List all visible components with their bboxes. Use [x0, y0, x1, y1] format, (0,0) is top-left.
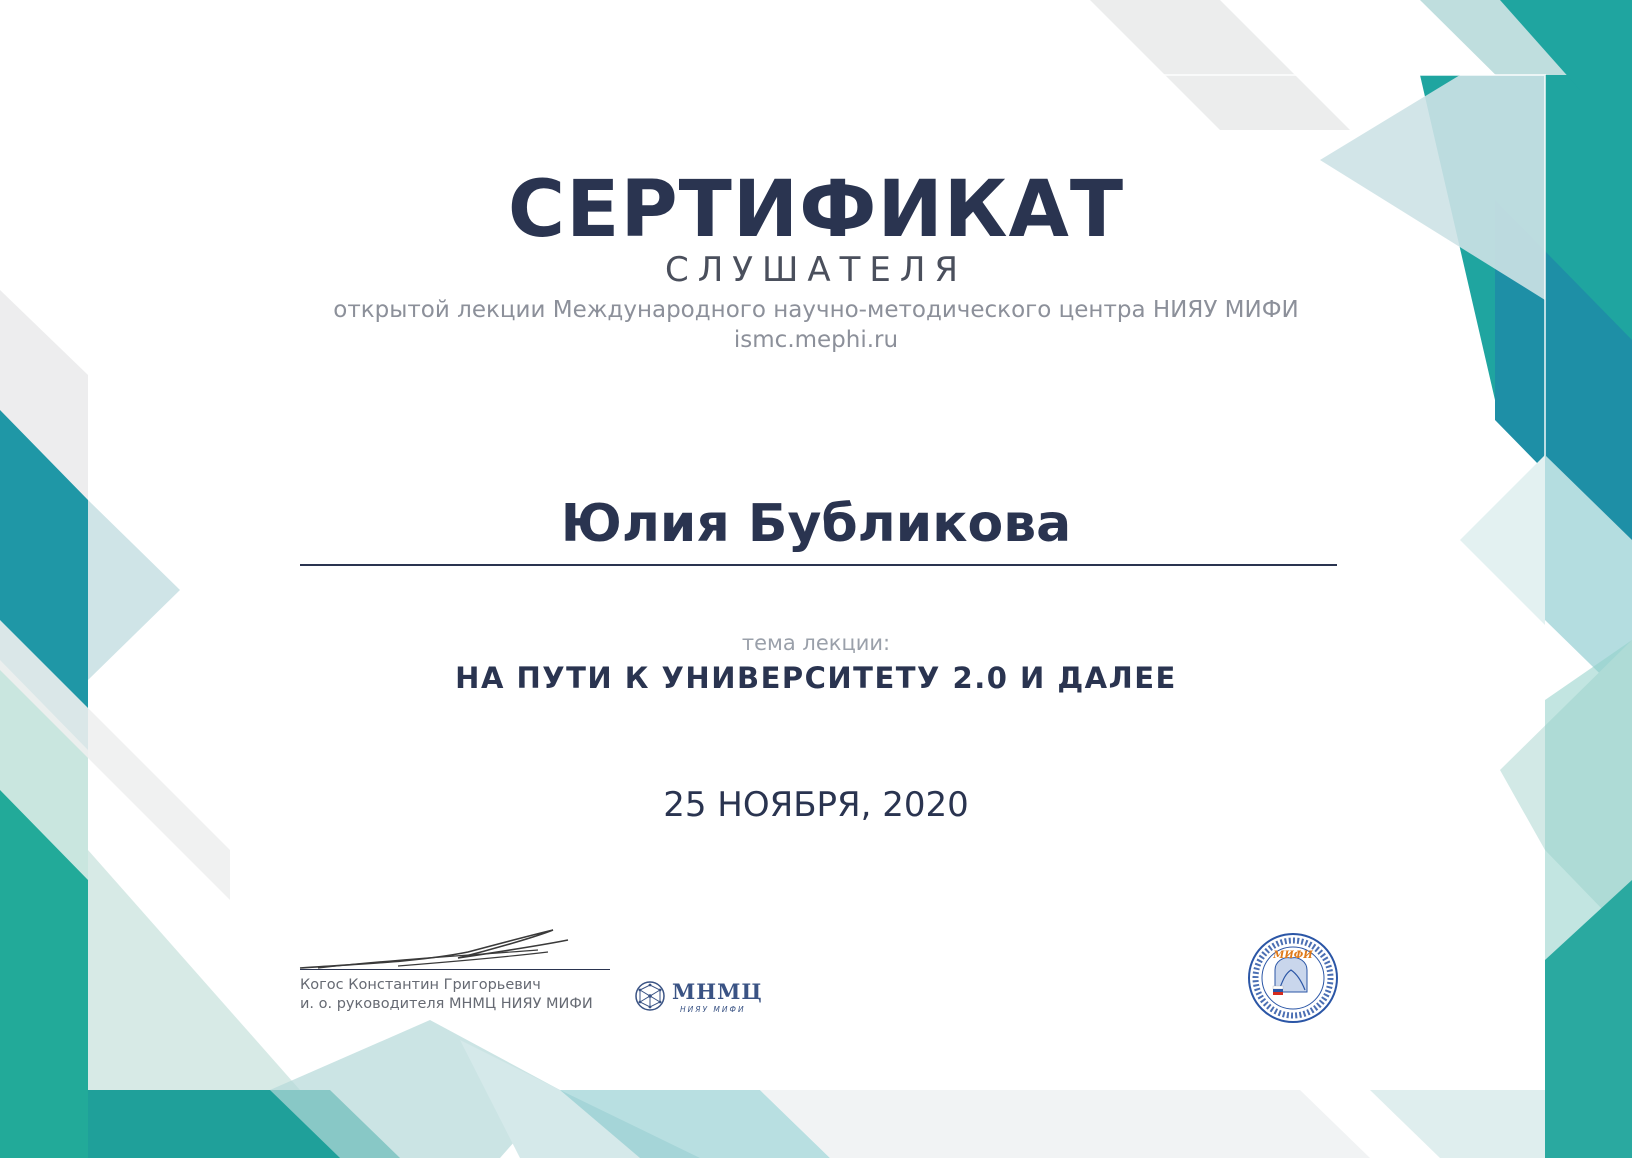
svg-text:МИФИ: МИФИ — [1273, 950, 1313, 961]
certificate-subtitle: СЛУШАТЕЛЯ — [664, 250, 968, 290]
certificate-date: 25 НОЯБРЯ, 2020 — [663, 785, 969, 825]
mnmc-logo-subtitle: НИЯУ МИФИ — [680, 1005, 746, 1014]
name-underline — [300, 564, 1337, 566]
topic-label: тема лекции: — [741, 631, 891, 655]
mnmc-logo-name: МНМЦ — [672, 979, 763, 1004]
certificate-title: СЕРТИФИКАТ — [507, 165, 1125, 255]
certificate-description: открытой лекции Международного научно-методического центра НИЯУ МИФИ — [333, 297, 1299, 323]
signature-icon — [298, 922, 613, 974]
recipient-name: Юлия Бубликова — [560, 494, 1072, 554]
signatory-block — [300, 976, 630, 1014]
signatory-position: и. о. руководителя МНМЦ НИЯУ МИФИ — [300, 996, 593, 1012]
website-link: ismc.mephi.ru — [733, 327, 899, 353]
mephi-seal-icon — [1245, 930, 1341, 1026]
signature-line — [300, 969, 610, 970]
network-globe-icon — [634, 980, 666, 1012]
signatory-name: Когос Константин Григорьевич — [300, 977, 541, 993]
mnmc-logo — [634, 978, 764, 1018]
lecture-topic: НА ПУТИ К УНИВЕРСИТЕТУ 2.0 И ДАЛЕЕ — [455, 661, 1177, 695]
